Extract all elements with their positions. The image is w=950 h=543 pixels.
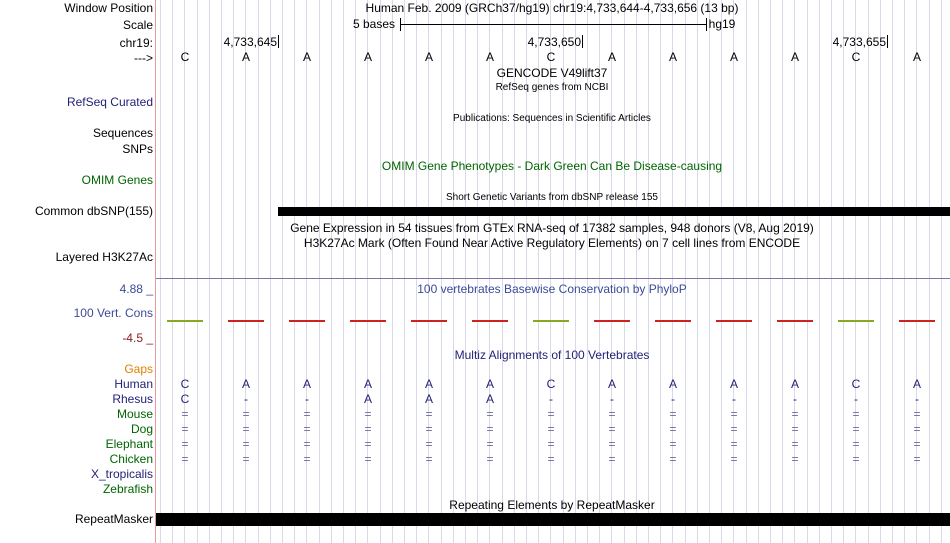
species-label-x_tropicalis[interactable]: X_tropicalis [90, 467, 153, 481]
alignment-base: = [242, 437, 250, 451]
coord-tick-1 [278, 35, 279, 48]
alignment-base: = [486, 437, 494, 451]
window-position-value: Human Feb. 2009 (GRCh37/hg19) chr19:4,733,644-4,733,656 (13 bp) [365, 1, 739, 15]
phylop-mark [838, 320, 874, 322]
base-letter: A [363, 50, 372, 64]
species-label-zebrafish[interactable]: Zebrafish [102, 482, 153, 496]
alignment-base: - [732, 392, 736, 406]
alignment-base: = [913, 407, 921, 421]
phylop-top-line [156, 278, 950, 279]
coord-tick-2 [582, 35, 583, 48]
species-label-chicken[interactable]: Chicken [109, 452, 153, 466]
h3k27-track-label[interactable]: Layered H3K27Ac [55, 250, 153, 264]
phylop-max-label: 4.88 _ [119, 282, 153, 296]
species-label-rhesus[interactable]: Rhesus [112, 392, 153, 406]
alignment-base: = [791, 422, 799, 436]
alignment-base: - [305, 392, 309, 406]
omim-track-label[interactable]: OMIM Genes [81, 173, 153, 187]
alignment-base: = [242, 422, 250, 436]
alignment-base: A [668, 377, 677, 391]
alignment-base: = [547, 437, 555, 451]
alignment-base: = [303, 452, 311, 466]
assembly-label: hg19 [708, 17, 736, 31]
alignment-base: = [242, 452, 250, 466]
phylop-mark [594, 320, 630, 322]
base-letter: C [851, 50, 861, 64]
alignment-base: = [364, 422, 372, 436]
phylop-mark [716, 320, 752, 322]
species-label-dog[interactable]: Dog [130, 422, 153, 436]
scale-label: Scale [122, 18, 153, 32]
alignment-base: = [852, 422, 860, 436]
base-letter: A [729, 50, 738, 64]
base-letter: A [607, 50, 616, 64]
alignment-base: A [729, 377, 738, 391]
dbsnp-variant-bar[interactable] [278, 207, 950, 216]
alignment-base: = [608, 452, 616, 466]
phylop-mark [350, 320, 386, 322]
species-label-human[interactable]: Human [114, 377, 153, 391]
sequences-track-label[interactable]: Sequences [92, 126, 153, 140]
alignment-base: = [913, 452, 921, 466]
species-label-elephant[interactable]: Elephant [105, 437, 153, 451]
gencode-track-title: GENCODE V49lift37 [496, 66, 608, 80]
alignment-base: C [546, 377, 556, 391]
coord-tick-3 [887, 35, 888, 48]
alignment-base: = [547, 452, 555, 466]
alignment-base: = [669, 422, 677, 436]
alignment-base: = [547, 407, 555, 421]
alignment-base: - [854, 392, 858, 406]
alignment-base: = [303, 422, 311, 436]
alignment-base: - [244, 392, 248, 406]
alignment-base: A [607, 377, 616, 391]
alignment-base: = [181, 407, 189, 421]
alignment-base: = [669, 437, 677, 451]
alignment-base: - [915, 392, 919, 406]
alignment-base: = [669, 452, 677, 466]
alignment-base: = [791, 452, 799, 466]
coord-label-2: 4,733,650 [527, 35, 581, 49]
alignment-base: = [425, 452, 433, 466]
base-letter: C [180, 50, 190, 64]
chrom-label: chr19: [119, 36, 153, 50]
coord-label-3: 4,733,655 [832, 35, 886, 49]
refseq-track-subtitle: RefSeq genes from NCBI [495, 82, 609, 93]
alignment-base: = [791, 407, 799, 421]
alignment-base: = [303, 437, 311, 451]
alignment-base: = [181, 437, 189, 451]
phylop-mark [533, 320, 569, 322]
alignment-base: = [303, 407, 311, 421]
phylop-mark [899, 320, 935, 322]
alignment-base: - [549, 392, 553, 406]
label-divider [155, 0, 156, 543]
alignment-base: A [424, 377, 433, 391]
alignment-base: A [241, 377, 250, 391]
base-letter: A [241, 50, 250, 64]
alignment-base: A [363, 392, 372, 406]
alignment-base: A [302, 377, 311, 391]
scale-bar-end-tick [706, 18, 707, 31]
alignment-base: C [180, 392, 190, 406]
alignment-base: A [912, 377, 921, 391]
repeatmasker-track-title: Repeating Elements by RepeatMasker [449, 498, 655, 512]
alignment-base: = [486, 452, 494, 466]
alignment-base: = [913, 422, 921, 436]
dbsnp-track-title: Short Genetic Variants from dbSNP release 155 [446, 192, 658, 203]
phylop-mark [289, 320, 325, 322]
omim-track-title: OMIM Gene Phenotypes - Dark Green Can Be Disease-causing [381, 159, 723, 173]
coord-label-1: 4,733,645 [223, 35, 277, 49]
alignment-base: = [913, 437, 921, 451]
gaps-label[interactable]: Gaps [124, 362, 153, 376]
alignment-base: = [730, 407, 738, 421]
alignment-base: = [791, 437, 799, 451]
phylop-mark [472, 320, 508, 322]
refseq-track-label[interactable]: RefSeq Curated [66, 95, 153, 109]
alignment-base: = [425, 437, 433, 451]
phylop-mark [777, 320, 813, 322]
alignment-base: = [242, 407, 250, 421]
alignment-base: A [790, 377, 799, 391]
base-letter: A [668, 50, 677, 64]
base-letter: C [546, 50, 556, 64]
dbsnp-track-label[interactable]: Common dbSNP(155) [34, 204, 153, 218]
multiz-track-title: Multiz Alignments of 100 Vertebrates [454, 348, 650, 362]
alignment-base: = [364, 407, 372, 421]
alignment-base: = [364, 437, 372, 451]
gtex-track-title: Gene Expression in 54 tissues from GTEx RNA-seq of 17382 samples, 948 donors (V8, Aug 2019) [290, 221, 814, 235]
publications-track-title: Publications: Sequences in Scientific Articles [453, 113, 651, 124]
alignment-base: = [608, 437, 616, 451]
alignment-base: = [486, 422, 494, 436]
h3k27-track-title: H3K27Ac Mark (Often Found Near Active Regulatory Elements) on 7 cell lines from ENCODE [303, 236, 801, 250]
alignment-base: = [364, 452, 372, 466]
alignment-base: = [852, 452, 860, 466]
repeatmasker-track-label[interactable]: RepeatMasker [74, 512, 153, 526]
alignment-base: = [852, 437, 860, 451]
phylop-mark [411, 320, 447, 322]
phylop-mark [655, 320, 691, 322]
base-letter: A [790, 50, 799, 64]
alignment-base: = [425, 422, 433, 436]
base-letter: A [912, 50, 921, 64]
alignment-base: = [425, 407, 433, 421]
alignment-base: = [547, 422, 555, 436]
species-label-mouse[interactable]: Mouse [116, 407, 153, 421]
phylop-track-label[interactable]: 100 Vert. Cons [73, 306, 153, 320]
window-position-label: Window Position [64, 1, 153, 15]
alignment-base: = [669, 407, 677, 421]
phylop-mark [228, 320, 264, 322]
alignment-base: = [608, 407, 616, 421]
repeatmasker-bar[interactable] [156, 513, 950, 526]
scale-value: 5 bases [352, 17, 396, 31]
alignment-base: A [485, 377, 494, 391]
alignment-base: A [363, 377, 372, 391]
alignment-base: - [671, 392, 675, 406]
phylop-mark [167, 320, 203, 322]
scale-bar [400, 24, 706, 25]
alignment-base: = [730, 437, 738, 451]
alignment-base: - [793, 392, 797, 406]
strand-label[interactable]: ---> [134, 51, 153, 65]
alignment-base: = [486, 407, 494, 421]
alignment-base: A [485, 392, 494, 406]
alignment-base: C [180, 377, 190, 391]
alignment-base: = [181, 422, 189, 436]
base-letter: A [424, 50, 433, 64]
phylop-min-label: -4.5 _ [122, 331, 153, 345]
alignment-base: = [608, 422, 616, 436]
alignment-base: = [181, 452, 189, 466]
alignment-base: = [730, 452, 738, 466]
alignment-base: A [424, 392, 433, 406]
alignment-base: C [851, 377, 861, 391]
base-letter: A [302, 50, 311, 64]
alignment-base: = [852, 407, 860, 421]
alignment-base: - [610, 392, 614, 406]
phylop-track-title: 100 vertebrates Basewise Conservation by PhyloP [417, 282, 687, 296]
base-letter: A [485, 50, 494, 64]
alignment-base: = [730, 422, 738, 436]
snps-track-label[interactable]: SNPs [122, 142, 153, 156]
